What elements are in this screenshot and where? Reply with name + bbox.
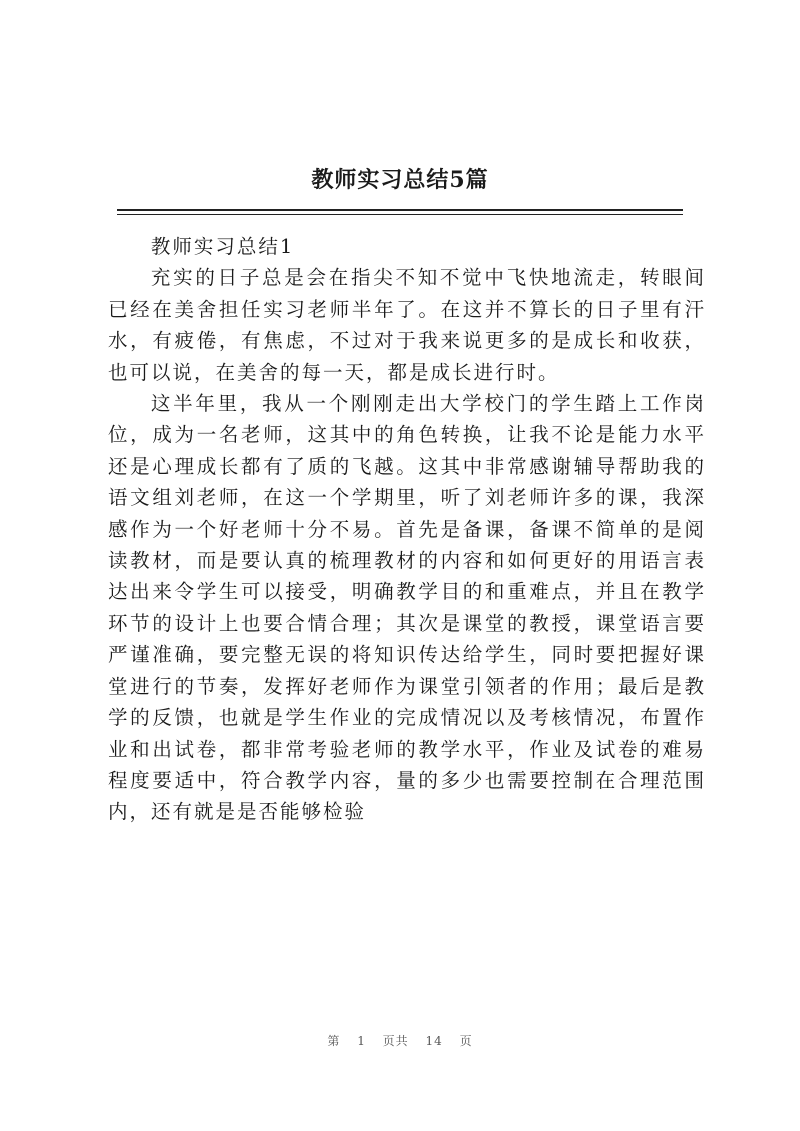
document-title: 教师实习总结5篇 bbox=[311, 167, 489, 193]
paragraph: 这半年里，我从一个刚刚走出大学校门的学生踏上工作岗位，成为一名老师，这其中的角色转换，让我不论是能力水平还是心理成长都有了质的飞越。这其中非常感谢辅导帮助我的语文组刘老师，在这一个学期里，听了刘老师许多的课，我深感作为一个好老师十分不易。首先是备课，备课不简单的是阅读教材，而是要认真的梳理教材的内容和如何更好的用语言表达出来令学生可以接受，明确教学目的和重难点，并且在教学环节的设计上也要合情合理；其次是课堂的教授，课堂语言要严谨准确，要完整无误的将知识传达给学生，同时要把握好课堂进行的节奏，发挥好老师作为课堂引领者的作用；最后是教学的反馈，也就是学生作业的完成情况以及考核情况，布置作业和出试卷，都非常考验老师的教学水平，作业及试卷的难易程度要适中，符合教学内容，量的多少也需要控制在合理范围内，还有就是是否能够检验 bbox=[108, 392, 706, 824]
footer-label-of: 页共 bbox=[382, 1034, 409, 1048]
footer-total-pages: 14 bbox=[425, 1034, 443, 1048]
section-heading: 教师实习总结1 bbox=[150, 235, 295, 258]
title-rule bbox=[117, 209, 683, 211]
document-body bbox=[108, 231, 706, 828]
footer-label-page: 第 bbox=[327, 1034, 341, 1048]
footer-label-pages: 页 bbox=[459, 1034, 473, 1048]
title-rule-thin bbox=[117, 214, 683, 215]
paragraph: 充实的日子总是会在指尖不知不觉中飞快地流走，转眼间已经在美舍担任实习老师半年了。在这并不算长的日子里有汗水，有疲倦，有焦虑，不过对于我来说更多的是成长和收获，也可以说，在美舍的每一天，都是成长进行时。 bbox=[108, 266, 706, 384]
footer-current-page: 1 bbox=[357, 1034, 366, 1048]
page-footer bbox=[0, 1032, 800, 1049]
